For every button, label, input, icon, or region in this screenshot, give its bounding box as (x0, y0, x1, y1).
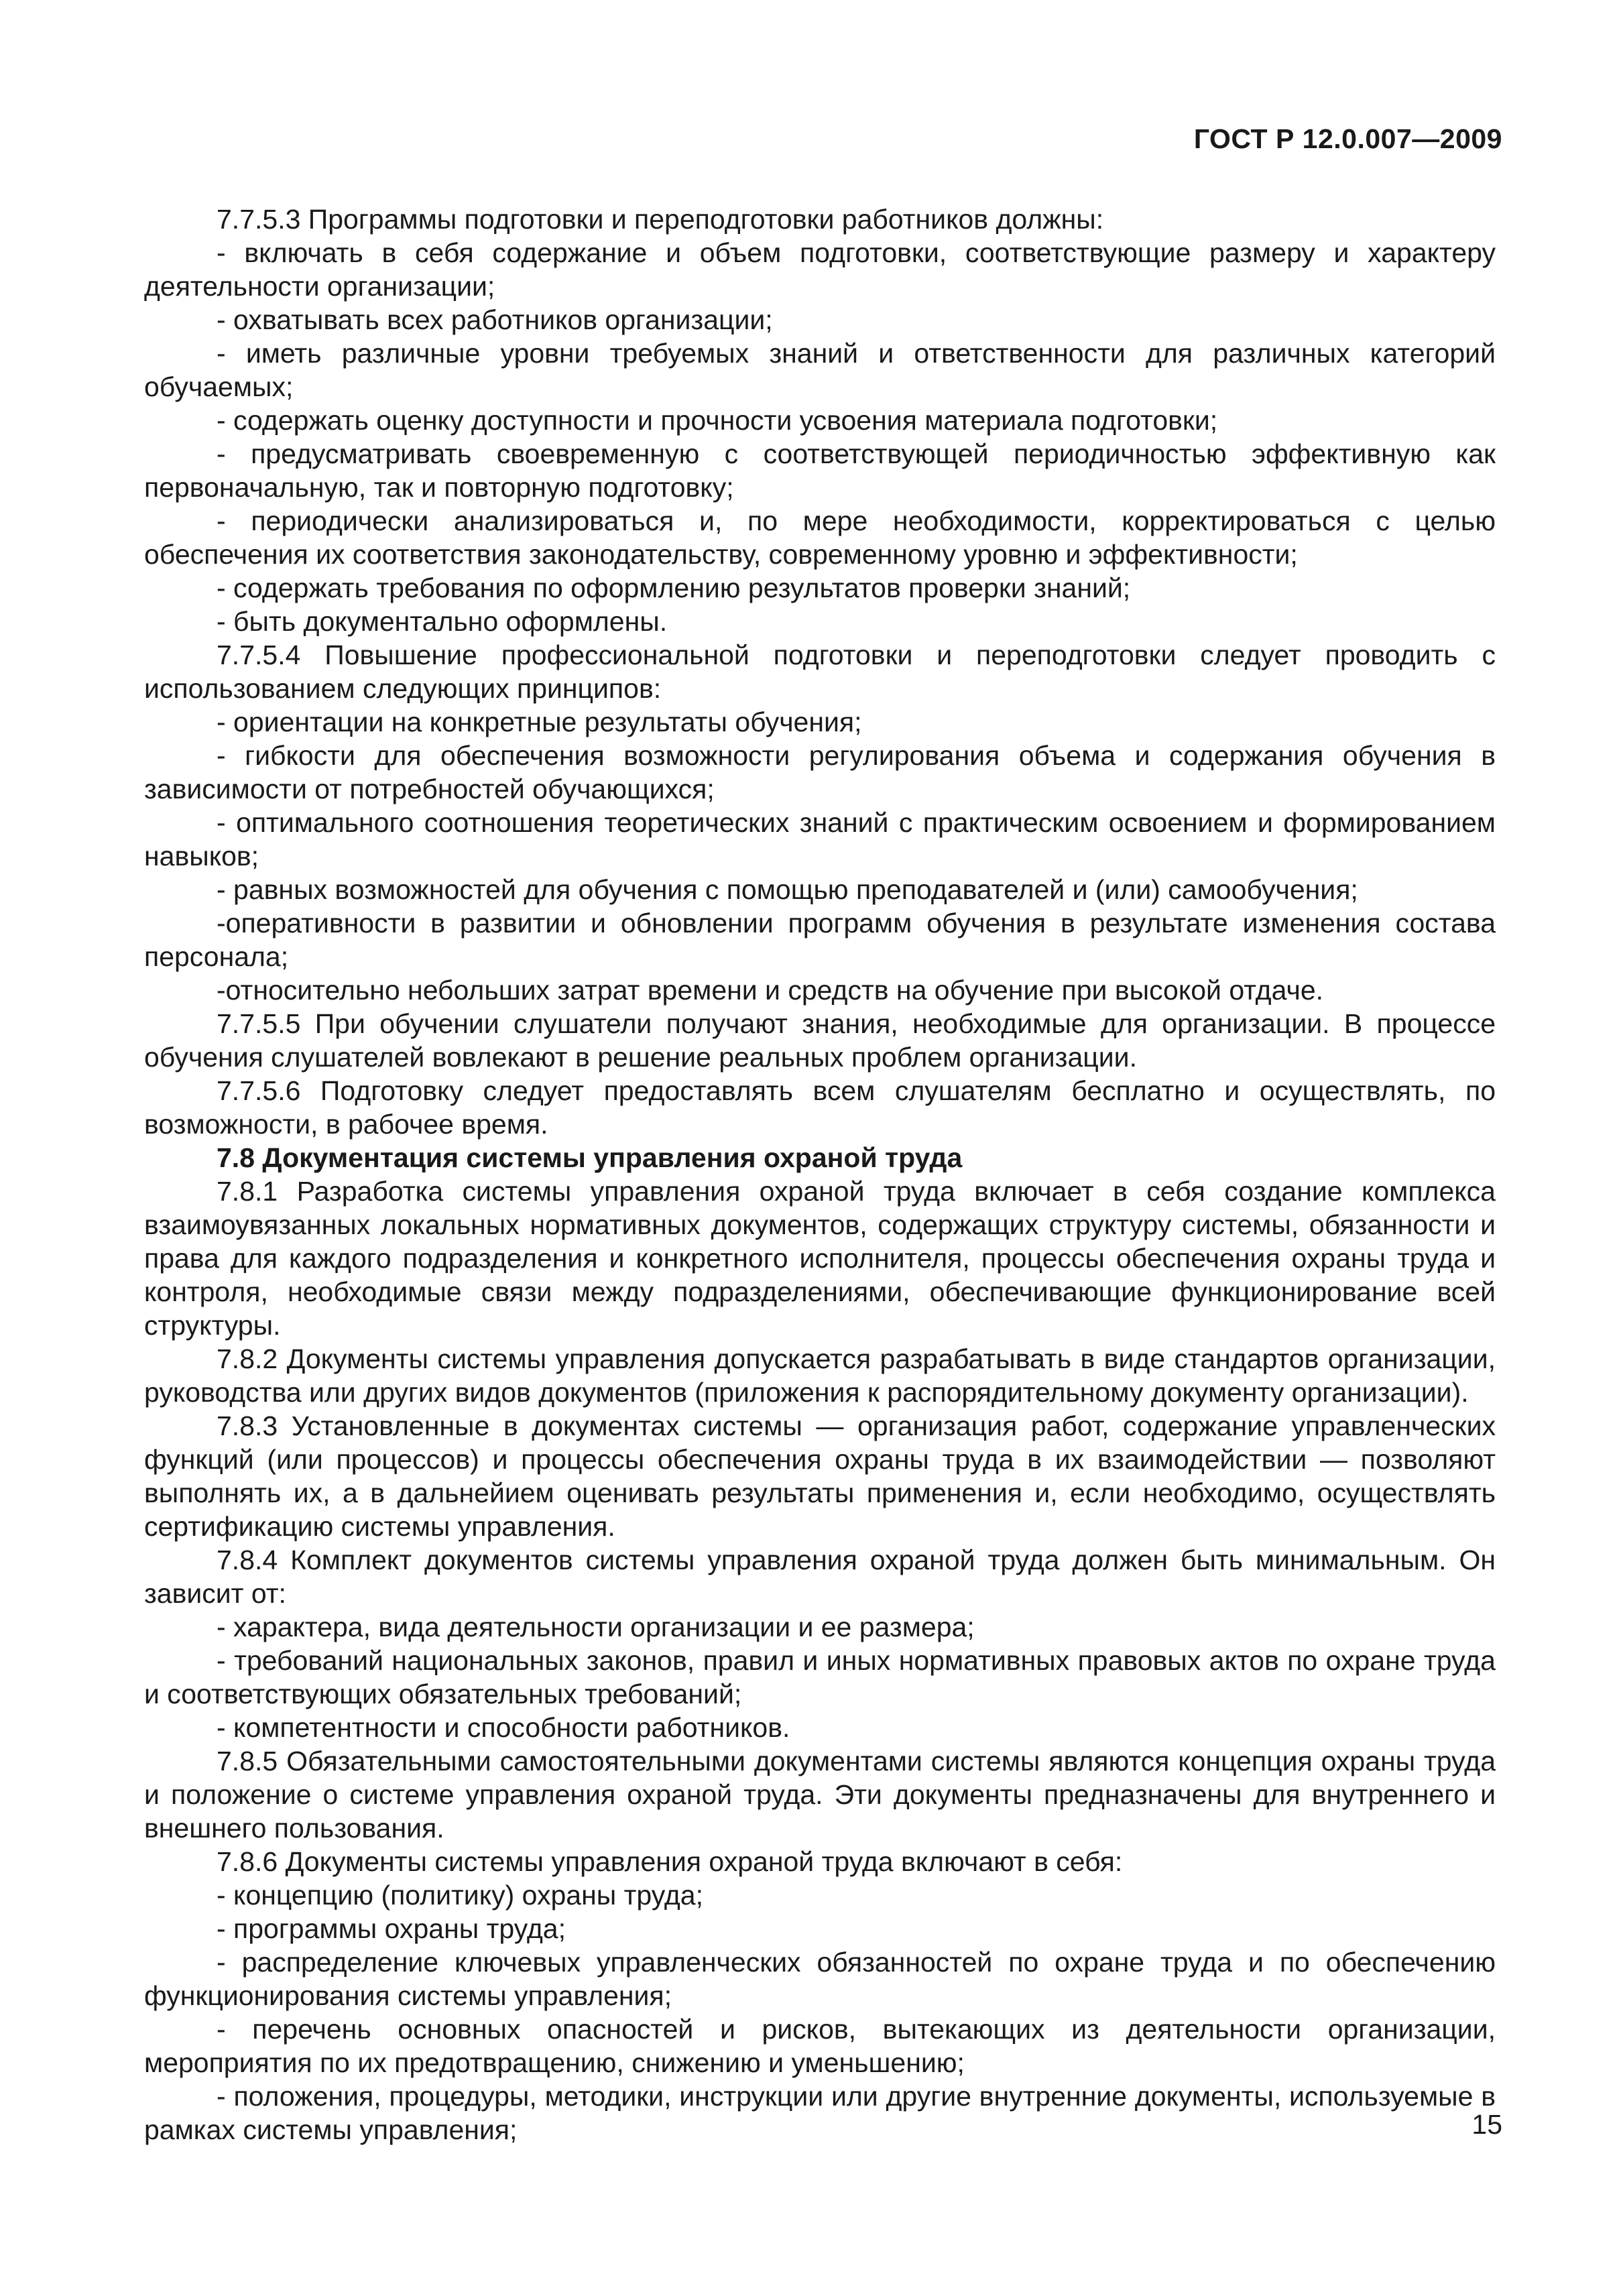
paragraph: - оптимального соотношения теоретических знаний с практическим освоением и формированием навыков; (144, 807, 1496, 871)
paragraph: - распределение ключевых управленческих обязанностей по охране труда и по обеспечению функционирования системы управления; (144, 1947, 1496, 2011)
paragraph: 7.8.3 Установленные в документах системы — организация работ, содержание управленческих функций (или процессов) и процессы обеспечения охраны труда в их взаимодействии — позволяют выполнять их, а в дальнейием оценивать результаты применения и, если необходимо, осуществлять сертификацию системы управления. (144, 1410, 1496, 1542)
paragraph: 7.7.5.4 Повышение профессиональной подготовки и переподготовки следует проводить с использованием следующих принципов: (144, 640, 1496, 704)
section-heading: 7.8 Документация системы управления охраной труда (217, 1142, 963, 1173)
paragraph: - включать в себя содержание и объем подготовки, соответствующие размеру и характеру деятельности организации; (144, 237, 1496, 302)
paragraph: - требований национальных законов, правил и иных нормативных правовых актов по охране труда и соответствующих обязательных требований; (144, 1645, 1496, 1709)
paragraph: 7.7.5.5 При обучении слушатели получают знания, необходимые для организации. В процессе обучения слушателей вовлекают в решение реальных проблем организации. (144, 1008, 1496, 1073)
paragraph: - содержать оценку доступности и прочности усвоения материала подготовки; (217, 405, 1218, 436)
paragraph: 7.8.5 Обязательными самостоятельными документами системы являются концепция охраны труда и положение о системе управления охраной труда. Эти документы предназначены для внутреннего и внешнего пользования. (144, 1746, 1496, 1844)
paragraph: - характера, вида деятельности организации и ее размера; (217, 1612, 975, 1642)
document-body (144, 202, 1496, 2147)
paragraph: - периодически анализироваться и, по мере необходимости, корректироваться с целью обеспечения их соответствия законодательству, современному уровню и эффективности; (144, 505, 1496, 570)
paragraph: - предусматривать своевременную с соответствующей периодичностью эффективную как первоначальную, так и повторную подготовку; (144, 438, 1496, 503)
paragraph: 7.8.2 Документы системы управления допускается разрабатывать в виде стандартов организации, руководства или других видов документов (приложения к распорядительному документу организации). (144, 1343, 1496, 1408)
paragraph: 7.7.5.6 Подготовку следует предоставлять всем слушателям бесплатно и осуществлять, по возможности, в рабочее время. (144, 1075, 1496, 1140)
paragraph: - иметь различные уровни требуемых знаний и ответственности для различных категорий обучаемых; (144, 338, 1496, 402)
page-number: 15 (1471, 2109, 1502, 2140)
paragraph: - перечень основных опасностей и рисков, вытекающих из деятельности организации, мероприятия по их предотвращению, снижению и уменьшению; (144, 2014, 1496, 2078)
paragraph: -оперативности в развитии и обновлении программ обучения в результате изменения состава персонала; (144, 908, 1496, 972)
paragraph: - программы охраны труда; (217, 1913, 566, 1944)
paragraph: - равных возможностей для обучения с помощью преподавателей и (или) самообучения; (217, 874, 1358, 905)
paragraph: 7.8.6 Документы системы управления охраной труда включают в себя: (217, 1846, 1123, 1877)
paragraph: -относительно небольших затрат времени и средств на обучение при высокой отдаче. (217, 975, 1324, 1006)
paragraph: - положения, процедуры, методики, инструкции или другие внутренние документы, используемые в рамках системы управления; (144, 2081, 1496, 2145)
paragraph: - гибкости для обеспечения возможности регулирования объема и содержания обучения в зависимости от потребностей обучающихся; (144, 740, 1496, 804)
paragraph: - охватывать всех работников организации; (217, 304, 773, 335)
document-header: ГОСТ Р 12.0.007—2009 (1193, 123, 1502, 154)
paragraph: - компетентности и способности работников. (217, 1712, 790, 1743)
paragraph: 7.7.5.3 Программы подготовки и переподготовки работников должны: (217, 204, 1104, 235)
paragraph: - концепцию (политику) охраны труда; (217, 1880, 703, 1911)
paragraph: - содержать требования по оформлению результатов проверки знаний; (217, 572, 1131, 603)
paragraph: 7.8.1 Разработка системы управления охраной труда включает в себя создание комплекса взаимоувязанных локальных нормативных документов, содержащих структуру системы, обязанности и права для каждого подразделения и конкретного исполнителя, процессы обеспечения охраны труда и контроля, необходимые связи между подразделениями, обеспечивающие функционирование всей структуры. (144, 1176, 1496, 1341)
paragraph: - ориентации на конкретные результаты обучения; (217, 707, 862, 737)
paragraph: 7.8.4 Комплект документов системы управления охраной труда должен быть минимальным. Он зависит от: (144, 1545, 1496, 1609)
paragraph: - быть документально оформлены. (217, 606, 668, 637)
